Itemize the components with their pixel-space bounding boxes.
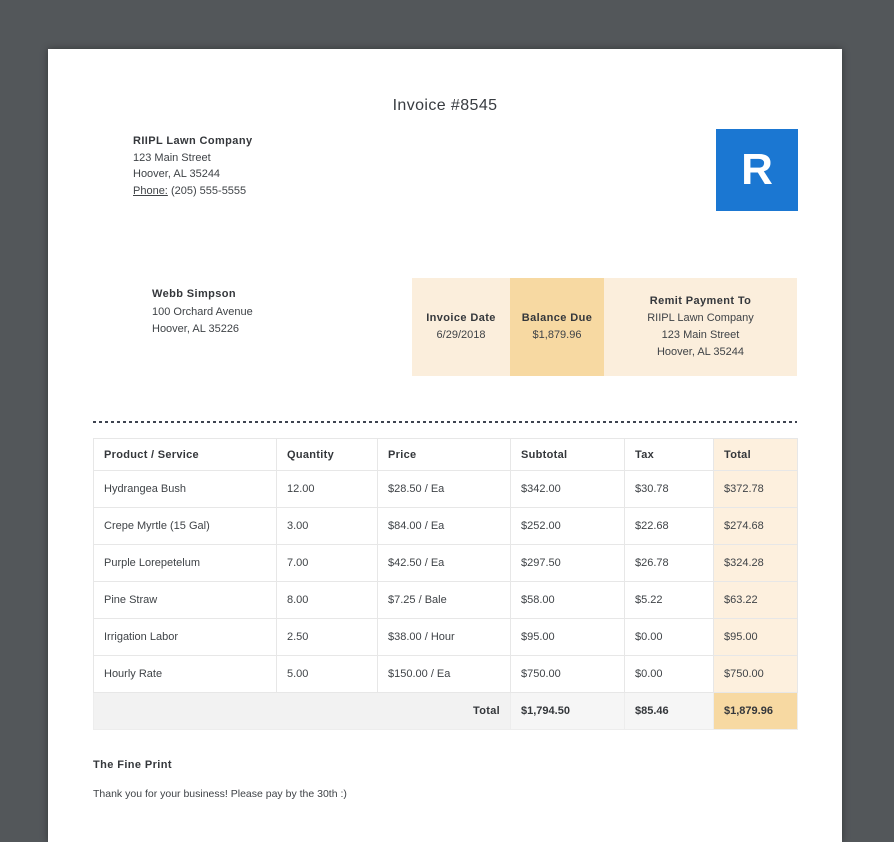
- cell-price: $42.50 / Ea: [378, 545, 511, 582]
- phone-label: Phone:: [133, 184, 168, 197]
- remit-address-line2: Hoover, AL 35244: [656, 346, 745, 358]
- cell-product: Purple Lorepetelum: [94, 545, 277, 582]
- customer-address-line2: Hoover, AL 35226: [152, 323, 240, 335]
- cell-total: $95.00: [714, 619, 798, 656]
- balance-due-box: [510, 278, 604, 376]
- remit-address-line1: 123 Main Street: [661, 329, 740, 341]
- col-header-quantity: Quantity: [277, 439, 378, 471]
- table-header-row: [94, 439, 798, 471]
- invoice-date-value: 6/29/2018: [436, 329, 486, 341]
- col-header-product: Product / Service: [94, 439, 277, 471]
- table-row: [94, 582, 798, 619]
- cell-quantity: 8.00: [277, 582, 378, 619]
- cell-price: $28.50 / Ea: [378, 471, 511, 508]
- cell-price: $150.00 / Ea: [378, 656, 511, 693]
- cell-subtotal: $750.00: [511, 656, 625, 693]
- customer-name: Webb Simpson: [152, 288, 237, 300]
- cell-tax: $30.78: [625, 471, 714, 508]
- cell-quantity: 2.50: [277, 619, 378, 656]
- cell-subtotal: $342.00: [511, 471, 625, 508]
- cell-total: $750.00: [714, 656, 798, 693]
- billing-section: [48, 278, 842, 376]
- cell-price: $38.00 / Hour: [378, 619, 511, 656]
- invoice-page: [48, 49, 842, 842]
- cell-subtotal: $252.00: [511, 508, 625, 545]
- cell-product: Irrigation Labor: [94, 619, 277, 656]
- phone-number: (205) 555-5555: [170, 184, 247, 197]
- fine-print-text: Thank you for your business! Please pay by the 30th :): [93, 788, 347, 800]
- col-header-price: Price: [378, 439, 511, 471]
- company-info: [133, 133, 252, 199]
- cell-tax: $22.68: [625, 508, 714, 545]
- table-total-row: [94, 693, 798, 730]
- invoice-header: [48, 133, 842, 211]
- page-title: Invoice #8545: [392, 97, 498, 114]
- cell-tax: $0.00: [625, 656, 714, 693]
- table-row: [94, 619, 798, 656]
- cell-quantity: 12.00: [277, 471, 378, 508]
- total-tax: $85.46: [625, 693, 714, 730]
- remit-name: RIIPL Lawn Company: [647, 312, 754, 324]
- remit-payment-box: [604, 278, 797, 376]
- cell-price: $84.00 / Ea: [378, 508, 511, 545]
- logo-letter: R: [741, 145, 773, 194]
- cell-product: Hydrangea Bush: [94, 471, 277, 508]
- company-phone: [133, 183, 252, 200]
- cell-product: Hourly Rate: [94, 656, 277, 693]
- col-header-total: Total: [714, 439, 798, 471]
- customer-address-line1: 100 Orchard Avenue: [152, 305, 253, 318]
- company-logo-icon: [716, 129, 798, 211]
- cell-subtotal: $95.00: [511, 619, 625, 656]
- company-name: RIIPL Lawn Company: [133, 135, 253, 147]
- table-row: [94, 471, 798, 508]
- cell-quantity: 3.00: [277, 508, 378, 545]
- cell-price: $7.25 / Bale: [378, 582, 511, 619]
- invoice-date-box: [412, 278, 510, 376]
- cell-product: Crepe Myrtle (15 Gal): [94, 508, 277, 545]
- company-address-line2: Hoover, AL 35244: [133, 168, 221, 180]
- remit-payment-label: Remit Payment To: [649, 295, 752, 307]
- cell-product: Pine Straw: [94, 582, 277, 619]
- cell-total: $324.28: [714, 545, 798, 582]
- company-address-line1: 123 Main Street: [133, 151, 211, 164]
- balance-due-value: $1,879.96: [532, 329, 582, 341]
- col-header-subtotal: Subtotal: [511, 439, 625, 471]
- cell-subtotal: $297.50: [511, 545, 625, 582]
- total-subtotal: $1,794.50: [511, 693, 625, 730]
- grand-total: $1,879.96: [714, 693, 798, 730]
- cell-subtotal: $58.00: [511, 582, 625, 619]
- invoice-date-label: Invoice Date: [426, 312, 496, 324]
- table-row: [94, 656, 798, 693]
- cell-tax: $0.00: [625, 619, 714, 656]
- table-row: [94, 508, 798, 545]
- cell-total: $274.68: [714, 508, 798, 545]
- cell-tax: $5.22: [625, 582, 714, 619]
- total-label: Total: [94, 693, 511, 730]
- col-header-tax: Tax: [625, 439, 714, 471]
- cell-total: $372.78: [714, 471, 798, 508]
- dashed-divider: [93, 421, 797, 423]
- table-row: [94, 545, 798, 582]
- line-items-table: [93, 438, 798, 730]
- cell-quantity: 5.00: [277, 656, 378, 693]
- cell-quantity: 7.00: [277, 545, 378, 582]
- cell-tax: $26.78: [625, 545, 714, 582]
- balance-due-label: Balance Due: [521, 312, 593, 324]
- customer-info: [152, 278, 253, 339]
- fine-print-title: The Fine Print: [93, 759, 172, 771]
- cell-total: $63.22: [714, 582, 798, 619]
- invoice-detail-boxes: [412, 278, 797, 376]
